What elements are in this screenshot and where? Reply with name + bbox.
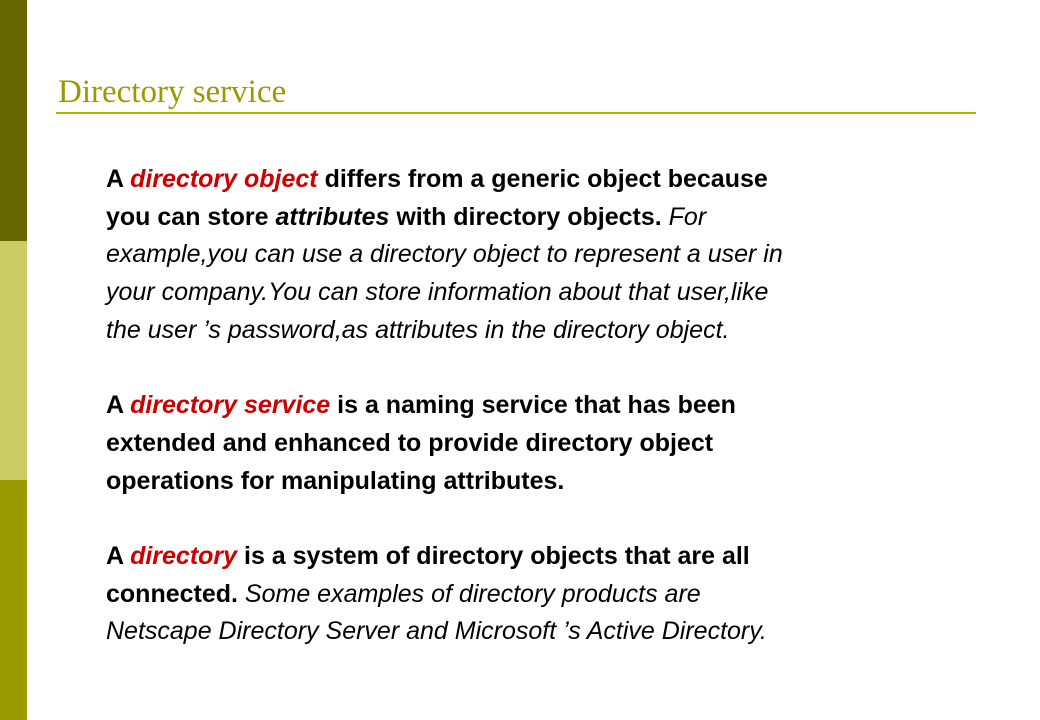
text-run: your company.You can store information about that user,like — [106, 278, 769, 307]
text-line — [106, 387, 986, 425]
text-run: A — [106, 542, 131, 570]
text-run: extended and enhanced to provide directory object — [106, 428, 714, 457]
key-term: directory service — [130, 391, 331, 420]
key-term: directory — [130, 542, 238, 570]
key-term: directory object — [130, 165, 318, 193]
text-line — [106, 425, 986, 463]
text-line — [106, 538, 986, 576]
text-line — [106, 236, 986, 274]
text-line — [106, 199, 986, 237]
text-line — [106, 576, 986, 614]
accent-bar-bottom — [0, 480, 27, 720]
accent-bar-top — [0, 0, 27, 241]
text-line — [106, 274, 986, 312]
text-run: is a naming service that has been — [330, 391, 736, 420]
text-run: For — [668, 202, 707, 231]
text-run: operations for manipulating attributes. — [106, 466, 565, 495]
paragraph — [106, 538, 986, 651]
text-run: with directory objects. — [389, 202, 669, 231]
text-run: A — [106, 165, 131, 193]
text-run: differs from a generic object because — [317, 165, 768, 193]
text-run: Some examples of directory products are — [244, 579, 701, 608]
paragraph — [106, 387, 986, 500]
text-run: attributes — [275, 202, 390, 231]
text-line — [106, 312, 986, 350]
text-line — [106, 463, 986, 501]
text-run: A — [106, 391, 131, 420]
text-run: is a system of directory objects that are all — [237, 542, 750, 570]
text-run: you can store — [106, 202, 276, 231]
title-underline — [56, 112, 976, 114]
slide-body — [106, 161, 986, 651]
text-line — [106, 161, 986, 199]
accent-bar-middle — [0, 241, 27, 480]
text-run: the user ’s password,as attributes in the directory object. — [106, 315, 730, 344]
paragraph — [106, 161, 986, 350]
text-run: example,you can use a directory object to represent a user in — [106, 240, 783, 269]
slide-title: Directory service — [58, 74, 287, 110]
text-run: Netscape Directory Server and Microsoft ’s Active Directory. — [106, 617, 767, 646]
text-run: connected. — [106, 579, 245, 608]
text-line — [106, 613, 986, 651]
